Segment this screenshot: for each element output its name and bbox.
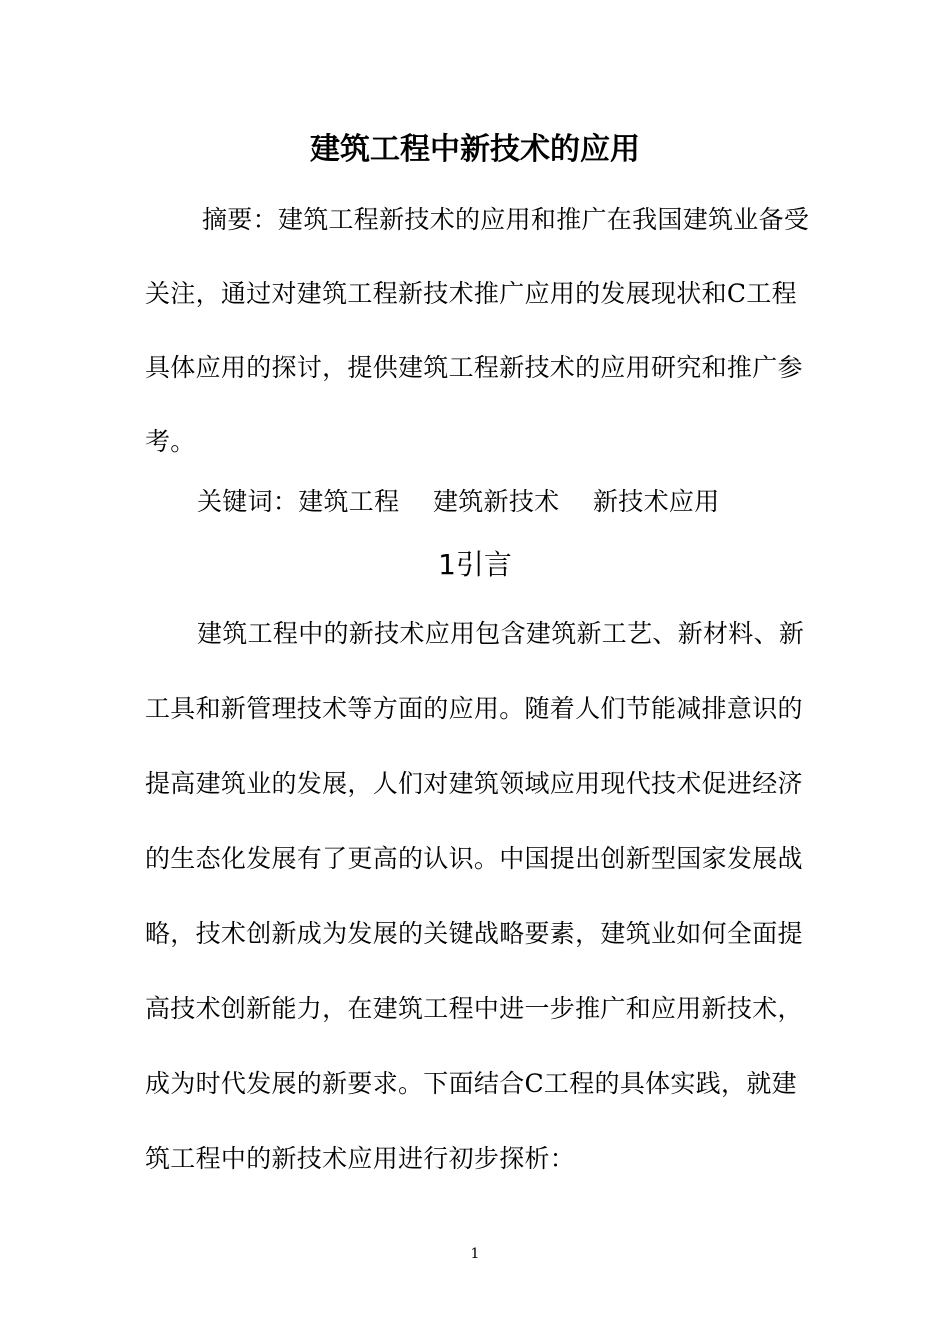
page-number: 1	[470, 1246, 480, 1262]
introduction-paragraph: 建筑工程中的新技术应用包含建筑新工艺、新材料、新工具和新管理技术等方面的应用。随着人们节能减排意识的提高建筑业的发展，人们对建筑领域应用现代技术促进经济的生态化发展有了更高的认识。中国提出创新型国家发展战略，技术创新成为发展的关键战略要素，建筑业如何全面提高技术创新能力，在建筑工程中进一步推广和应用新技术，成为时代发展的新要求。下面结合C工程的具体实践，就建筑工程中的新技术应用进行初步探析：	[145, 619, 805, 1173]
keywords-label: 关键词：	[197, 487, 299, 516]
abstract-label: 摘要：	[202, 205, 278, 234]
document-title: 建筑工程中新技术的应用	[310, 132, 640, 167]
abstract-text: 建筑工程新技术的应用和推广在我国建筑业备受关注，通过对建筑工程新技术推广应用的发展现状和C工程具体应用的探讨，提供建筑工程新技术的应用研究和推广参考。	[145, 205, 810, 456]
keywords-text: 建筑工程 建筑新技术 新技术应用	[298, 487, 720, 516]
abstract-paragraph	[145, 183, 810, 479]
section-heading-introduction: 1引言	[438, 548, 512, 581]
keywords-line	[197, 476, 810, 528]
